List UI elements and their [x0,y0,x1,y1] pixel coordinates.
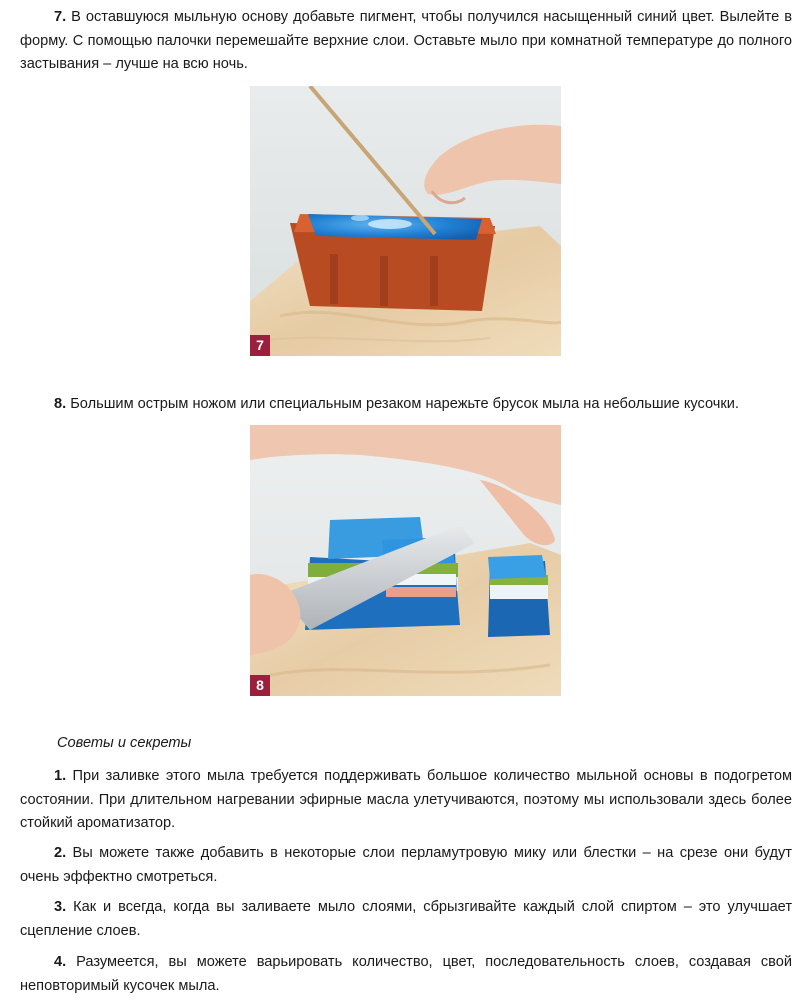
photo-8-badge: 8 [250,675,270,696]
tip-1-number: 1. [54,768,67,784]
step-7-number: 7. [54,9,67,25]
step-8-text: 8. Большим острым ножом или специальным резаком нарежьте брусок мыла на небольшие кусочки. [54,396,739,412]
photo-step-8 [250,425,561,696]
tip-1: 1. При заливке этого мыла требуется поддерживать большое количество мыльной основы в подогретом состоянии. При длительном нагревании эфирные масла улетучиваются, поэтому мы использовали здесь более стойкий ароматизатор. [20,768,792,831]
photo-step-7 [250,86,561,356]
tips-title: Советы и секреты [57,735,192,751]
tip-2: 2. Вы можете также добавить в некоторые слои перламутровую мику или блестки – на срезе они будут очень эффектно смотреться. [20,845,792,885]
tip-2-number: 2. [54,845,67,861]
photo-step-8-illustration [250,425,561,696]
tip-3-number: 3. [54,899,67,915]
tip-4: 4. Разумеется, вы можете варьировать количество, цвет, последовательность слоев, создавая свой неповторимый кусочек мыла. [20,954,792,994]
step-8-number: 8. [54,396,67,412]
photo-7-badge: 7 [250,335,270,356]
step-7-text: 7. В оставшуюся мыльную основу добавьте пигмент, чтобы получился насыщенный синий цвет. Вылейте в форму. С помощью палочки перемешайте верхние слои. Оставьте мыло при комнатной температуре до полного застывания – лучше на всю ночь. [20,9,792,72]
photo-step-7-illustration [250,86,561,356]
tip-3: 3. Как и всегда, когда вы заливаете мыло слоями, сбрызгивайте каждый слой спиртом – это улучшает сцепление слоев. [20,899,792,939]
tip-4-number: 4. [54,954,67,970]
